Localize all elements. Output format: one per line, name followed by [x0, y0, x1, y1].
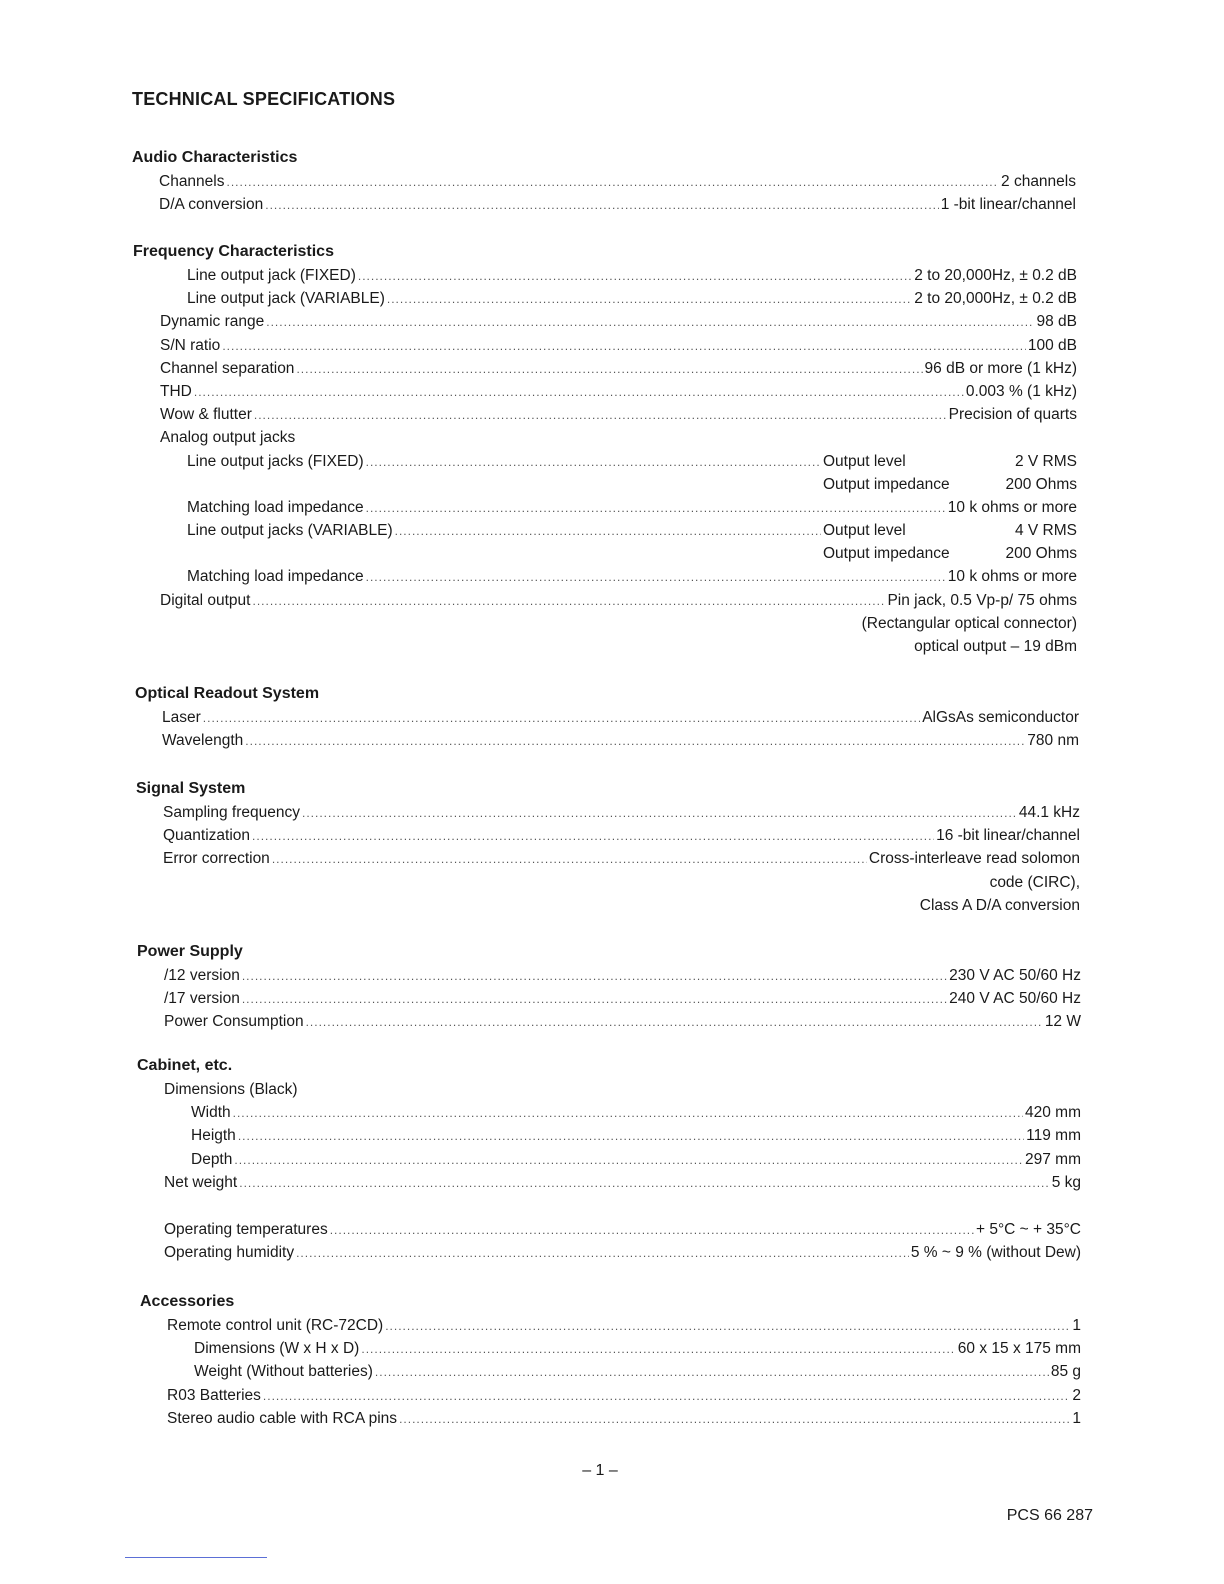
spec-row — [140, 1384, 1081, 1407]
spec-label: Remote control unit (RC-72CD) — [167, 1317, 384, 1334]
spec-label: Power Consumption — [164, 1013, 304, 1031]
spec-row — [137, 1148, 1081, 1171]
spec-value: 44.1 kHz — [1018, 804, 1080, 821]
spec-value: 12 W — [1044, 1013, 1081, 1031]
spec-continuation — [133, 473, 1077, 496]
section-heading: Accessories — [140, 1293, 235, 1310]
spec-value-pair — [823, 450, 1077, 473]
dot-leader — [252, 825, 934, 848]
spec-value: 780 nm — [1027, 732, 1079, 750]
dot-leader — [239, 1172, 1049, 1195]
spec-label: R03 Batteries — [167, 1386, 261, 1404]
dot-leader — [203, 707, 920, 730]
spec-row — [137, 987, 1081, 1010]
spec-continuation: (Rectangular optical connector) — [861, 614, 1077, 632]
spec-row — [137, 964, 1081, 987]
spec-continuation: Class A D/A conversion — [919, 896, 1080, 914]
spec-row — [136, 847, 1080, 870]
dot-leader — [252, 590, 885, 613]
page-number: – 1 – — [582, 1462, 618, 1479]
dot-leader — [242, 988, 947, 1011]
spec-value: 2 V RMS — [1014, 452, 1077, 470]
spec-row — [135, 706, 1079, 729]
spec-label: D/A conversion — [159, 196, 264, 214]
spec-row — [133, 310, 1077, 333]
section-heading: Cabinet, etc. — [137, 1057, 233, 1074]
spec-label: Matching load impedance — [187, 498, 364, 516]
spec-value: Precision of quarts — [948, 406, 1077, 424]
spec-value: 1 — [1072, 1317, 1081, 1334]
spec-row — [133, 519, 1077, 542]
spec-value: 297 mm — [1025, 1150, 1081, 1168]
dot-leader — [296, 1242, 909, 1265]
cabinet-section — [137, 1054, 1081, 1264]
spec-value: 2 channels — [1001, 173, 1076, 190]
dot-leader — [272, 848, 867, 871]
spec-label: Operating temperatures — [164, 1220, 328, 1238]
dot-leader — [387, 288, 912, 311]
spec-row — [133, 380, 1077, 403]
spec-row — [140, 1360, 1081, 1383]
spec-row — [140, 1314, 1081, 1337]
spec-label: /17 version — [164, 990, 240, 1008]
spec-label: THD — [160, 382, 192, 400]
dot-leader — [395, 520, 821, 543]
audio-section — [132, 146, 1076, 216]
dot-leader — [238, 1125, 1024, 1148]
dot-leader — [245, 730, 1025, 753]
spec-label: Wow & flutter — [160, 406, 252, 424]
spec-row — [133, 496, 1077, 519]
spec-value-pair — [823, 519, 1077, 542]
spec-value: + 5°C ~ + 35°C — [975, 1220, 1081, 1238]
spec-value: 5 kg — [1051, 1173, 1081, 1191]
spec-label: Heigth — [191, 1127, 236, 1145]
spec-label: Dimensions (Black) — [164, 1081, 298, 1098]
dot-leader — [194, 381, 964, 404]
spec-value: 200 Ohms — [1005, 545, 1077, 563]
dot-leader — [227, 171, 1000, 194]
spec-value: Pin jack, 0.5 Vp-p/ 75 ohms — [887, 591, 1077, 609]
spec-row — [133, 287, 1077, 310]
dot-leader — [263, 1385, 1070, 1408]
dot-leader — [330, 1219, 974, 1242]
dot-leader — [265, 194, 938, 217]
spec-label: Channels — [159, 173, 225, 190]
spec-row — [133, 450, 1077, 473]
spec-label: Dimensions (W x H x D) — [194, 1340, 360, 1358]
spec-label: Channel separation — [160, 359, 295, 377]
spec-row — [133, 334, 1077, 357]
spec-label: Digital output — [160, 591, 251, 609]
dot-leader — [266, 311, 1034, 334]
spec-row — [132, 170, 1076, 193]
spec-value: 2 — [1072, 1386, 1081, 1404]
spec-label: Error correction — [163, 850, 270, 868]
spec-row — [137, 1171, 1081, 1194]
section-heading: Signal System — [136, 780, 246, 797]
spec-value: 5 % ~ 9 % (without Dew) — [910, 1244, 1081, 1262]
spec-value: 100 dB — [1027, 336, 1077, 354]
spec-value: 4 V RMS — [1014, 522, 1077, 540]
dot-leader — [296, 358, 922, 381]
section-heading: Optical Readout System — [135, 685, 320, 702]
spec-row — [133, 589, 1077, 612]
page-title: TECHNICAL SPECIFICATIONS — [132, 89, 396, 109]
spec-label: Line output jack (FIXED) — [187, 267, 356, 284]
spec-sublabel: Output impedance — [823, 545, 950, 563]
spec-value: 10 k ohms or more — [947, 568, 1077, 586]
dot-leader — [399, 1408, 1070, 1431]
spec-row — [133, 264, 1077, 287]
spec-row — [137, 1101, 1081, 1124]
spec-label: Depth — [191, 1150, 233, 1168]
dot-leader — [358, 265, 912, 288]
spec-label: Line output jacks (FIXED) — [187, 452, 364, 470]
spec-value: 1 -bit linear/channel — [940, 196, 1076, 214]
spec-label: Analog output jacks — [160, 429, 296, 447]
section-heading: Frequency Characteristics — [133, 243, 334, 260]
power-section — [137, 940, 1081, 1034]
spec-continuation: code (CIRC), — [989, 873, 1080, 891]
dot-leader — [366, 451, 821, 474]
spec-value: 1 — [1072, 1409, 1081, 1427]
spec-row — [137, 1241, 1081, 1264]
spec-value: 200 Ohms — [1005, 475, 1077, 493]
spec-row — [133, 565, 1077, 588]
spec-value: 16 -bit linear/channel — [936, 827, 1080, 845]
spec-row — [140, 1407, 1081, 1430]
dot-leader — [366, 566, 946, 589]
spec-value: Cross-interleave read solomon — [868, 850, 1080, 868]
spec-row — [136, 824, 1080, 847]
dot-leader — [306, 1011, 1043, 1034]
spec-label: Line output jacks (VARIABLE) — [187, 522, 393, 540]
spec-value: 98 dB — [1036, 313, 1077, 331]
spec-value: 240 V AC 50/60 Hz — [949, 990, 1081, 1008]
spec-row — [137, 1010, 1081, 1033]
spec-sublabel: Output impedance — [823, 475, 950, 493]
spec-label: Width — [191, 1104, 231, 1122]
document-code: PCS 66 287 — [1006, 1507, 1093, 1524]
spec-label: /12 version — [164, 967, 240, 984]
signal-section — [136, 777, 1080, 917]
spec-value: 2 to 20,000Hz, ± 0.2 dB — [914, 290, 1077, 308]
dot-leader — [233, 1102, 1023, 1125]
spec-label: Line output jack (VARIABLE) — [187, 290, 385, 308]
spec-label: Matching load impedance — [187, 568, 364, 586]
spec-row — [133, 426, 1077, 449]
spec-label: Wavelength — [162, 732, 244, 750]
spec-label: Operating humidity — [164, 1244, 295, 1262]
section-heading: Power Supply — [137, 943, 243, 960]
spec-label: Laser — [162, 709, 201, 726]
accessories-section — [140, 1290, 1081, 1430]
spec-value: 10 k ohms or more — [947, 498, 1077, 516]
dot-leader — [366, 497, 946, 520]
optical-section — [135, 682, 1079, 752]
spec-row — [140, 1337, 1081, 1360]
spec-label: Quantization — [163, 827, 251, 845]
spec-row — [133, 357, 1077, 380]
spec-row — [136, 801, 1080, 824]
dot-leader — [234, 1149, 1023, 1172]
spec-row — [137, 1124, 1081, 1147]
spec-value: 119 mm — [1026, 1127, 1081, 1145]
footer-divider — [125, 1557, 267, 1558]
spec-label: Net weight — [164, 1173, 238, 1191]
dot-leader — [302, 802, 1017, 825]
spec-label: Dynamic range — [160, 313, 265, 331]
section-heading: Audio Characteristics — [132, 149, 298, 166]
dot-leader — [242, 965, 947, 988]
spec-value: 60 x 15 x 175 mm — [957, 1340, 1081, 1358]
spec-value: AlGsAs semiconductor — [922, 709, 1079, 726]
spec-value: 85 g — [1050, 1363, 1081, 1381]
spec-continuation — [133, 542, 1077, 565]
dot-leader — [385, 1315, 1070, 1338]
spec-row — [135, 729, 1079, 752]
spec-row — [137, 1218, 1081, 1241]
spec-row — [137, 1078, 1081, 1101]
dot-leader — [254, 404, 947, 427]
spec-label: Weight (Without batteries) — [194, 1363, 373, 1381]
spec-label: S/N ratio — [160, 336, 221, 354]
spec-row — [132, 193, 1076, 216]
dot-leader — [222, 335, 1026, 358]
spec-sublabel: Output level — [823, 522, 906, 540]
spec-value: 2 to 20,000Hz, ± 0.2 dB — [914, 267, 1077, 284]
spec-label: Sampling frequency — [163, 804, 300, 821]
dot-leader — [375, 1361, 1049, 1384]
spec-value: 0.003 % (1 kHz) — [965, 382, 1077, 400]
spec-value: 230 V AC 50/60 Hz — [949, 967, 1081, 984]
spec-row — [133, 403, 1077, 426]
dot-leader — [361, 1338, 955, 1361]
frequency-section — [133, 240, 1077, 658]
spec-sublabel: Output level — [823, 452, 906, 470]
spec-label: Stereo audio cable with RCA pins — [167, 1409, 398, 1427]
spec-value: 96 dB or more (1 kHz) — [924, 359, 1077, 377]
spec-value: 420 mm — [1025, 1104, 1081, 1122]
spec-continuation: optical output – 19 dBm — [914, 638, 1077, 655]
